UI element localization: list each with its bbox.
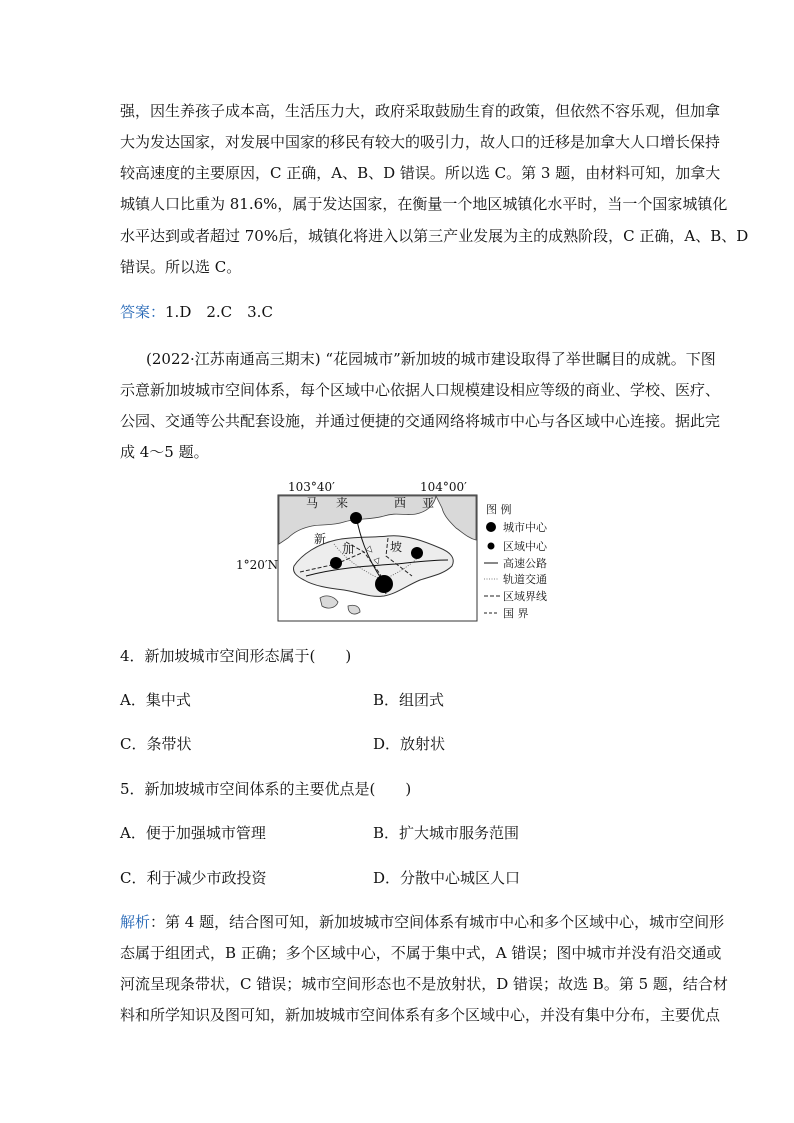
- legend-item: 区域中心: [503, 540, 547, 553]
- analysis-label: 解析: [120, 913, 151, 931]
- option-a[interactable]: A．便于加强城市管理: [120, 824, 266, 842]
- option-d[interactable]: D．分散中心城区人口: [373, 869, 521, 887]
- longitude-label-left: 103°40′: [288, 480, 335, 494]
- passage-line: (2022·江苏南通高三期末) “花园城市”新加坡的城市建设取得了举世瞩目的成就。下图: [146, 350, 716, 368]
- singapore-map-figure: [236, 480, 566, 625]
- legend-item: 国 界: [503, 607, 529, 620]
- passage-line: 公园、交通等公共配套设施，并通过便捷的交通网络将城市中心与各区域中心连接。据此完: [120, 412, 721, 430]
- question-stem: 5．新加坡城市空间体系的主要优点是( ): [120, 780, 412, 798]
- answer-label: 答案：: [120, 303, 166, 321]
- longitude-label-right: 104°00′: [420, 480, 467, 494]
- answer-text: 1.D 2.C 3.C: [165, 303, 273, 321]
- place-label: 新: [314, 532, 327, 546]
- legend-regional-center-symbol: [488, 543, 495, 550]
- option-b[interactable]: B．扩大城市服务范围: [373, 824, 520, 842]
- intro-line: 大为发达国家，对发展中国家的移民有较大的吸引力，故人口的迁移是加拿大人口增长保持: [120, 133, 721, 151]
- regional-center: [350, 512, 362, 524]
- intro-line: 较高速度的主要原因，C 正确，A、B、D 错误。所以选 C。第 3 题，由材料可知，加拿大: [120, 164, 721, 182]
- city-center: [375, 575, 393, 593]
- option-a[interactable]: A．集中式: [120, 691, 191, 709]
- intro-line: 强，因生养孩子成本高，生活压力大，政府采取鼓励生育的政策，但依然不容乐观，但加拿: [120, 102, 721, 120]
- legend-item: 城市中心: [503, 521, 547, 534]
- legend-item: 高速公路: [503, 557, 547, 570]
- intro-line: 城镇人口比重为 81.6%，属于发达国家，在衡量一个地区城镇化水平时，当一个国家城镇化: [120, 195, 728, 213]
- place-label: 坡: [390, 540, 403, 554]
- analysis-line: 河流呈现条带状，C 错误；城市空间形态也不是放射状，D 错误；故选 B。第 5 题，结合材: [120, 975, 728, 993]
- option-b[interactable]: B．组团式: [373, 691, 445, 709]
- intro-line: 水平达到或者超过 70%后，城镇化将进入以第三产业发展为主的成熟阶段，C 正确，A、B、D: [120, 227, 749, 245]
- analysis-line: 态属于组团式，B 正确；多个区域中心，不属于集中式，A 错误；图中城市并没有沿交通或: [120, 944, 722, 962]
- legend-city-center-symbol: [486, 522, 496, 532]
- regional-center: [411, 547, 423, 559]
- intro-line: 错误。所以选 C。: [120, 258, 242, 276]
- option-c[interactable]: C．利于减少市政投资: [120, 869, 267, 887]
- passage-line: 示意新加坡城市空间体系，每个区域中心依据人口规模建设相应等级的商业、学校、医疗、: [120, 381, 721, 399]
- analysis-text: ：第 4 题，结合图可知，新加坡城市空间体系有城市中心和多个区域中心，城市空间形: [150, 913, 725, 931]
- analysis-line: 料和所学知识及图可知，新加坡城市空间体系有多个区域中心，并没有集中分布，主要优点: [120, 1006, 721, 1024]
- analysis-line: [120, 912, 724, 932]
- place-label: 亚: [422, 496, 435, 510]
- passage-line: 成 4～5 题。: [120, 443, 209, 461]
- place-label: 加: [342, 542, 355, 556]
- question-stem: 4．新加坡城市空间形态属于( ): [120, 647, 352, 665]
- answer-line: [120, 302, 273, 322]
- regional-center: [330, 557, 342, 569]
- legend-item: 区域界线: [503, 590, 547, 603]
- legend-item: 轨道交通: [503, 573, 547, 586]
- place-label: 来: [336, 496, 349, 510]
- place-label: 马: [306, 496, 319, 510]
- option-c[interactable]: C．条带状: [120, 735, 192, 753]
- latitude-label: 1°20′N: [236, 558, 279, 572]
- place-label: 西: [394, 496, 407, 510]
- option-d[interactable]: D．放射状: [373, 735, 446, 753]
- legend-title: 图 例: [486, 503, 512, 516]
